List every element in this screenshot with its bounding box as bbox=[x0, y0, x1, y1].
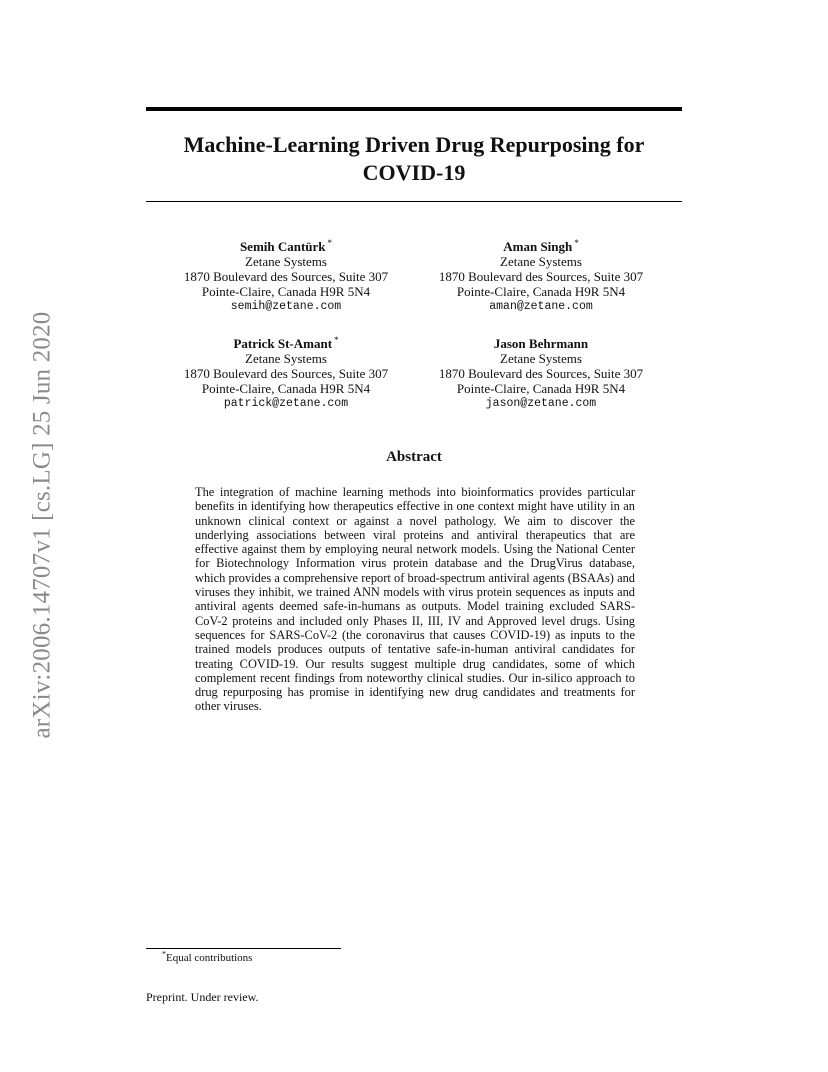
author-name: Jason Behrmann bbox=[493, 336, 589, 351]
author-mark: * bbox=[334, 334, 339, 345]
author-email[interactable]: aman@zetane.com bbox=[489, 300, 593, 313]
author-address: 1870 Boulevard des Sources, Suite 307 bbox=[183, 269, 389, 284]
author-block-3 bbox=[156, 336, 416, 411]
arxiv-id-text: arXiv:2006.14707v1 [cs.LG] 25 Jun 2020 bbox=[28, 311, 55, 739]
author-org: Zetane Systems bbox=[500, 351, 582, 366]
author-block-1 bbox=[156, 239, 416, 314]
footnote-mark: * bbox=[162, 949, 166, 959]
preprint-note: Preprint. Under review. bbox=[146, 990, 259, 1004]
author-address: 1870 Boulevard des Sources, Suite 307 bbox=[438, 366, 644, 381]
author-address: 1870 Boulevard des Sources, Suite 307 bbox=[438, 269, 644, 284]
footnote bbox=[162, 949, 253, 964]
author-address: 1870 Boulevard des Sources, Suite 307 bbox=[183, 366, 389, 381]
author-email[interactable]: jason@zetane.com bbox=[485, 397, 597, 410]
abstract-text: The integration of machine learning methods into bioinformatics provides particular benefits in identifying how therapeutics effective in one context might have utility in an unknown clinical context or against a novel pathology. We aim to discover the underlying associations between viral proteins and antiviral therapeutics that are effective against them by employing neural network models. Using the National Center for Biotechnology Information virus protein database and the DrugVirus database, which provides a comprehensive report of broad-spectrum antiviral agents (BSAAs) and viruses they inhibit, we trained ANN models with virus protein sequences as inputs and antiviral agents deemed safe-in-humans as outputs. Model training excluded SARS-CoV-2 proteins and included only Phases II, III, IV and Approved level drugs. Using sequences for SARS-CoV-2 (the coronavirus that causes COVID-19) as inputs to the trained models produces outputs of tentative safe-in-human antiviral candidates for treating COVID-19. Our results suggest multiple drug candidates, some of which complement recent findings from noteworthy clinical studies. Our in-silico approach to drug repurposing has promise in identifying new drug candidates and treatments for other viruses. bbox=[195, 485, 635, 714]
author-city: Pointe-Claire, Canada H9R 5N4 bbox=[456, 381, 626, 396]
author-name: Aman Singh bbox=[503, 239, 573, 254]
author-org: Zetane Systems bbox=[245, 254, 327, 269]
author-city: Pointe-Claire, Canada H9R 5N4 bbox=[201, 381, 371, 396]
author-mark: * bbox=[574, 237, 579, 248]
author-block-4 bbox=[411, 336, 671, 411]
footnote-text: Equal contributions bbox=[166, 952, 253, 964]
author-block-2 bbox=[411, 239, 671, 314]
title-top-rule bbox=[146, 107, 682, 111]
author-org: Zetane Systems bbox=[245, 351, 327, 366]
paper-title: Machine-Learning Driven Drug Repurposing for COVID-19 bbox=[183, 132, 645, 185]
abstract-heading: Abstract bbox=[386, 449, 442, 465]
author-name: Patrick St-Amant bbox=[233, 336, 333, 351]
author-mark: * bbox=[327, 237, 333, 248]
author-org: Zetane Systems bbox=[500, 254, 582, 269]
author-email[interactable]: patrick@zetane.com bbox=[223, 397, 349, 410]
arxiv-identifier-stamp bbox=[22, 290, 62, 760]
title-bottom-rule bbox=[146, 201, 682, 202]
author-name: Semih Cantürk bbox=[239, 239, 326, 254]
author-email[interactable]: semih@zetane.com bbox=[230, 300, 342, 313]
author-city: Pointe-Claire, Canada H9R 5N4 bbox=[456, 284, 626, 299]
footnote-rule bbox=[146, 948, 341, 949]
author-city: Pointe-Claire, Canada H9R 5N4 bbox=[201, 284, 371, 299]
